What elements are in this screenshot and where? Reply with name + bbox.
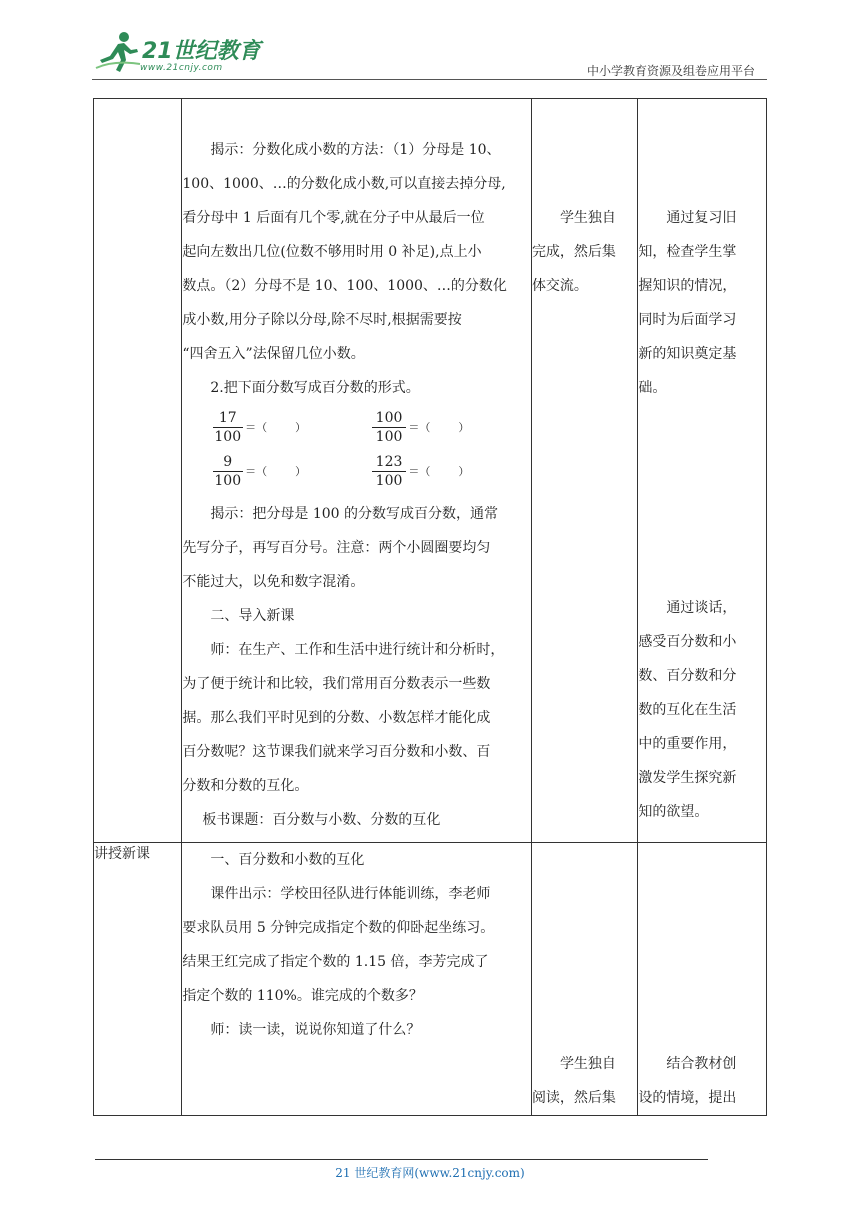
fraction-exercise (372, 453, 531, 490)
platform-title: 中小学教育资源及组卷应用平台 (586, 64, 755, 78)
design-intent-cell (638, 99, 767, 843)
student-activity-cell (531, 843, 637, 1116)
text-line: 完成，然后集 (531, 244, 616, 260)
table-row (94, 843, 767, 1116)
fraction (372, 409, 407, 446)
text-line: 知，检查学生掌 (638, 244, 737, 260)
numerator: 17 (213, 409, 243, 428)
answer-blank: ＝（ ） (245, 421, 307, 434)
board-title: 板书课题：百分数与小数、分数的互化 (202, 812, 441, 828)
text-line: 数点。（2）分母不是 10、100、1000、…的分数化 (182, 278, 507, 294)
text-line: 通过谈话， (666, 600, 737, 616)
stage-cell (94, 99, 182, 843)
text-line: 握知识的情况， (638, 278, 737, 294)
text-line: 不能过大，以免和数字混淆。 (182, 574, 365, 590)
student-activity-cell (531, 99, 637, 843)
text-line: 通过复习旧 (666, 210, 737, 226)
text-line: 同时为后面学习 (638, 312, 737, 328)
text-line: 新的知识奠定基 (638, 346, 737, 362)
text-line: 为了便于统计和比较，我们常用百分数表示一些数 (182, 676, 491, 692)
denominator: 100 (214, 472, 242, 489)
table-row (94, 99, 767, 843)
fraction-row (182, 449, 531, 493)
page-header (0, 0, 860, 80)
lesson-plan-table (93, 98, 767, 1116)
question-2: 2.把下面分数写成百分数的形式。 (210, 380, 420, 396)
fraction-exercise (372, 409, 531, 446)
text-line: 结果王红完成了指定个数的 1.15 倍，李芳完成了 (182, 954, 489, 970)
text-line: 揭示：把分母是 100 的分数写成百分数，通常 (210, 506, 499, 522)
teacher-intro-block (182, 633, 531, 803)
footer-link[interactable]: 21 世纪教育网(www.21cnjy.com) (335, 1166, 525, 1180)
text-line: 感受百分数和小 (638, 634, 737, 650)
content-cell (182, 843, 532, 1116)
text-line: 中的重要作用， (638, 736, 737, 752)
brand-name: 21世纪教育 (142, 39, 261, 64)
text-line: 知的欲望。 (638, 804, 709, 820)
stage-label: 讲授新课 (94, 846, 150, 862)
footer-divider (95, 1159, 708, 1160)
denominator: 100 (375, 428, 403, 445)
fraction-exercise (212, 409, 371, 446)
text-line: 师：在生产、工作和生活中进行统计和分析时， (210, 642, 505, 658)
numerator: 9 (213, 453, 243, 472)
text-line: 激发学生探究新 (638, 770, 737, 786)
stage-cell (94, 843, 182, 1116)
answer-blank: ＝（ ） (408, 465, 470, 478)
fraction (372, 453, 407, 490)
text-line: 础。 (638, 380, 667, 396)
text-line: 分数和分数的互化。 (182, 778, 309, 794)
text-line: 百分数呢？这节课我们就来学习百分数和小数、百 (182, 744, 491, 760)
brand-logo[interactable] (92, 30, 262, 78)
fraction (212, 453, 243, 490)
brand-url: www.21cnjy.com (140, 63, 223, 73)
content-cell (182, 99, 532, 843)
text-line: 学生独自 (559, 1056, 616, 1072)
runner-logo-icon (94, 30, 142, 74)
answer-blank: ＝（ ） (408, 421, 470, 434)
section-heading: 一、百分数和小数的互化 (210, 852, 365, 868)
text-line: 数的互化在生活 (638, 702, 737, 718)
reveal-method-block (182, 133, 531, 371)
text-line: 要求队员用 5 分钟完成指定个数的仰卧起坐练习。 (182, 920, 495, 936)
text-line: 数、百分数和分 (638, 668, 737, 684)
text-line: 先写分子，再写百分号。注意：两个小圆圈要均匀 (182, 540, 491, 556)
fraction (212, 409, 243, 446)
fraction-exercise (212, 453, 371, 490)
header-divider (92, 79, 767, 80)
teacher-prompt: 师：读一读，说说你知道了什么？ (210, 1022, 421, 1038)
text-line: 设的情境，提出 (638, 1090, 737, 1106)
text-line: 看分母中 1 后面有几个零,就在分子中从最后一位 (182, 210, 485, 226)
text-line: 指定个数的 110%。谁完成的个数多？ (182, 988, 423, 1004)
text-line: 据。那么我们平时见到的分数、小数怎样才能化成 (182, 710, 491, 726)
fraction-row (182, 405, 531, 449)
courseware-block (182, 877, 531, 1013)
text-line: 成小数,用分子除以分母,除不尽时,根据需要按 (182, 312, 462, 328)
text-line: 揭示：分数化成小数的方法：（1）分母是 10、 (210, 142, 501, 158)
text-line: 结合教材创 (666, 1056, 737, 1072)
text-line: 100、1000、…的分数化成小数,可以直接去掉分母, (182, 176, 506, 192)
text-line: “四舍五入”法保留几位小数。 (182, 346, 365, 362)
text-line: 课件出示：学校田径队进行体能训练，李老师 (210, 886, 491, 902)
reveal-percent-block (182, 497, 531, 599)
denominator: 100 (214, 428, 242, 445)
denominator: 100 (375, 472, 403, 489)
text-line: 阅读，然后集 (531, 1090, 616, 1106)
text-line: 体交流。 (531, 278, 588, 294)
numerator: 123 (372, 453, 407, 472)
text-line: 起向左数出几位(位数不够用时用 0 补足),点上小 (182, 244, 482, 260)
answer-blank: ＝（ ） (245, 465, 307, 478)
section-heading: 二、导入新课 (210, 608, 295, 624)
numerator: 100 (372, 409, 407, 428)
text-line: 学生独自 (559, 210, 616, 226)
design-intent-cell (638, 843, 767, 1116)
